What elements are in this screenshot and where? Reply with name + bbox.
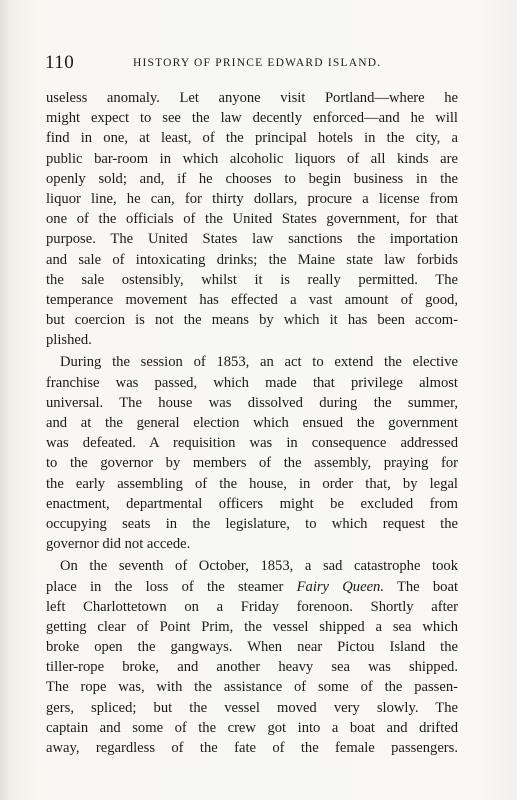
text-line: might expect to see the law decently enforced—and he will (46, 110, 458, 127)
text-line: occupying seats in the legislature, to which request the (46, 515, 458, 532)
text-line: left Charlottetown on a Friday forenoon. Shortly after (46, 598, 458, 615)
text-line: the early assembling of the house, in order that, by legal (46, 475, 458, 492)
text-line (46, 577, 458, 597)
text-line: getting clear of Point Prim, the vessel shipped a sea which (46, 618, 458, 635)
line-text: place in the loss of the steamer (46, 578, 297, 595)
text-line: away, regardless of the fate of the female passengers. (46, 740, 458, 756)
text-line: gers, spliced; but the vessel moved very slowly. The (46, 699, 458, 716)
text-line: but coercion is not the means by which it has been accom- (46, 312, 458, 329)
text-line: tiller-rope broke, and another heavy sea was shipped. (46, 659, 458, 676)
text-line: one of the officials of the United States government, for that (46, 211, 458, 228)
page-gutter-shadow (0, 0, 10, 800)
text-line: The rope was, with the assistance of some of the passen- (46, 679, 458, 696)
paragraph (46, 352, 458, 554)
text-line: On the seventh of October, 1853, a sad catastrophe took (60, 558, 458, 575)
text-line: During the session of 1853, an act to extend the elective (60, 354, 458, 371)
text-line: liquor line, he can, for thirty dollars, procure a license from (46, 190, 458, 207)
text-line: to the governor by members of the assembly, praying for (46, 455, 458, 472)
text-line: broke open the gangways. When near Pictou Island the (46, 639, 458, 656)
text-line: was defeated. A requisition was in consequence addressed (46, 435, 458, 452)
text-line: public bar-room in which alcoholic liquors of all kinds are (46, 150, 458, 167)
text-line: franchise was passed, which made that privilege almost (46, 374, 458, 391)
text-line: and sale of intoxicating drinks; the Maine state law forbids (46, 251, 458, 268)
paragraph (46, 88, 458, 350)
text-line: plished. (46, 332, 92, 349)
line-text: The boat (384, 578, 458, 595)
body-text (46, 88, 458, 758)
text-line: enactment, departmental officers might be excluded from (46, 495, 458, 512)
text-line: the sale ostensibly, whilst it is really permitted. The (46, 271, 458, 288)
text-line: and at the general election which ensued the government (46, 415, 458, 431)
text-line: purpose. The United States law sanctions the importation (46, 231, 458, 248)
text-line: captain and some of the crew got into a boat and drifted (46, 719, 458, 736)
text-line: temperance movement has effected a vast amount of good, (46, 291, 458, 308)
paragraph (46, 556, 458, 758)
text-line: find in one, at least, of the principal hotels in the city, a (46, 130, 458, 147)
text-line: openly sold; and, if he chooses to begin business in the (46, 170, 458, 187)
text-line: governor did not accede. (46, 536, 191, 553)
text-line: useless anomaly. Let anyone visit Portland—where he (46, 90, 458, 106)
text-line: universal. The house was dissolved during the summer, (46, 394, 458, 411)
ship-name: Fairy Queen. (296, 578, 384, 595)
page-header (45, 52, 495, 76)
running-head: HISTORY OF PRINCE EDWARD ISLAND. (133, 57, 382, 69)
page-number: 110 (45, 52, 75, 73)
